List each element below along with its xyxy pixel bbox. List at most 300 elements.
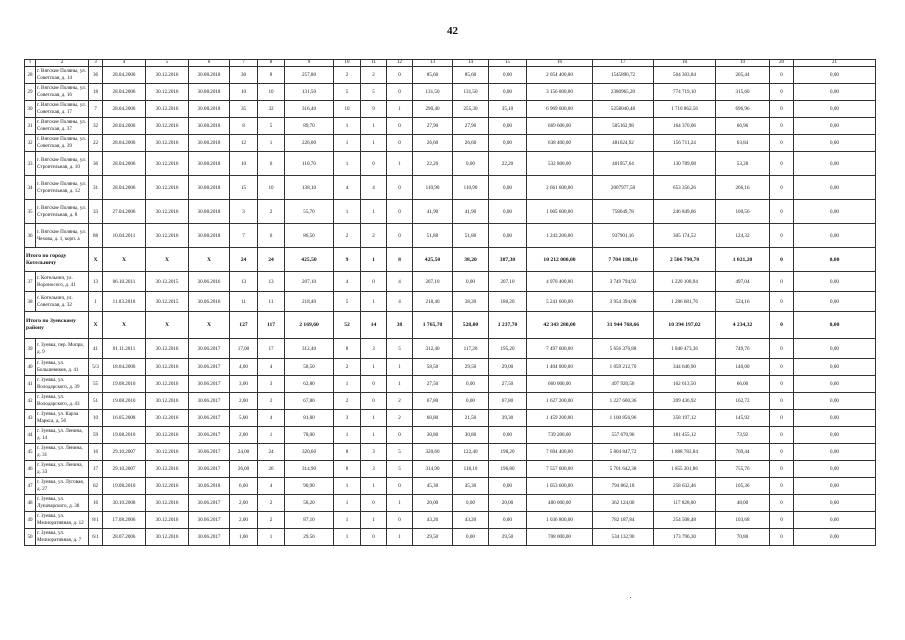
table-cell: 6/1 (89, 529, 103, 546)
table-cell: 41,90 (453, 200, 489, 224)
table-cell: 162 013,50 (654, 376, 716, 393)
row-number-cell: 38 (25, 292, 36, 312)
table-cell: 0 (387, 118, 413, 135)
table-cell: 156 711,24 (654, 135, 716, 152)
table-cell: 0,00 (489, 478, 527, 495)
not-applicable-mark: X (103, 248, 146, 272)
table-row (25, 224, 876, 248)
table-cell: 8 (258, 67, 285, 84)
table-cell: 28.04.2006 (103, 101, 146, 118)
table-cell: 218,40 (285, 292, 334, 312)
table-cell: 0,00 (794, 224, 876, 248)
table-cell: 696,96 (716, 101, 770, 118)
table-cell: 0 (770, 272, 794, 292)
table-cell: 164 370,06 (654, 118, 716, 135)
table-cell: 58,50 (413, 359, 453, 376)
table-cell: 16.05.2008 (103, 410, 146, 427)
subtotal-value: 0,00 (794, 312, 876, 339)
column-number: 9 (285, 60, 334, 67)
table-cell: 5 804 847,72 (593, 444, 654, 461)
table-cell: 2 (387, 393, 413, 410)
not-applicable-mark: X (189, 312, 230, 339)
table-cell: 1 (361, 200, 387, 224)
row-number-cell: 32 (25, 135, 36, 152)
table-cell: 17 (89, 461, 103, 478)
table-cell: 30.12.2016 (146, 224, 189, 248)
table-cell: 0 (770, 339, 794, 359)
table-cell: 497,04 (716, 272, 770, 292)
subtotal-label: Итого по городу Котельничу (25, 248, 89, 272)
table-cell: 1 840 473,36 (654, 339, 716, 359)
table-cell: 2 (361, 67, 387, 84)
table-cell: 1 (258, 135, 285, 152)
column-number: 19 (716, 60, 770, 67)
table-cell: 4 (258, 410, 285, 427)
table-cell: 1 (258, 529, 285, 546)
address-cell: г. Зуевка, ул. Ленина, д. 31 (36, 444, 89, 461)
table-cell: 17.08.2006 (103, 512, 146, 529)
table-cell: 30.12.2016 (146, 512, 189, 529)
row-number-cell: 31 (25, 118, 36, 135)
table-cell: 63,84 (716, 135, 770, 152)
table-cell: 10 (230, 84, 258, 101)
table-cell: 13 (258, 272, 285, 292)
table-cell: 20,00 (413, 495, 453, 512)
table-cell: 669 600,00 (527, 118, 593, 135)
table-cell: 48,00 (716, 495, 770, 512)
table-cell: 7 497 600,00 (527, 339, 593, 359)
table-cell: 769,44 (716, 444, 770, 461)
table-cell: 0 (770, 152, 794, 176)
table-cell: 31 (89, 176, 103, 200)
table-cell: 70,80 (716, 529, 770, 546)
address-cell: г. Котельнич, ул. Советская, д. 32 (36, 292, 89, 312)
table-cell: 1 (334, 495, 361, 512)
column-number-row (25, 60, 876, 67)
table-cell: 0 (770, 359, 794, 376)
table-cell: 320,60 (413, 444, 453, 461)
table-cell: 399 436,92 (654, 393, 716, 410)
table-cell: 3,00 (230, 376, 258, 393)
table-cell: 7 694 400,00 (527, 444, 593, 461)
subtotal-row (25, 312, 876, 339)
table-cell: 5 (387, 461, 413, 478)
table-cell: 1 (334, 427, 361, 444)
table-cell: 30,80 (413, 427, 453, 444)
table-cell: 0 (361, 272, 387, 292)
subtotal-value: 24 (258, 248, 285, 272)
table-cell: 0 (387, 224, 413, 248)
table-cell: 1 (334, 512, 361, 529)
table-cell: 87,10 (285, 512, 334, 529)
table-cell: 0 (770, 427, 794, 444)
address-cell: г. Зуевка, ул. Большевиков, д. 41 (36, 359, 89, 376)
table-cell: 30.06.2017 (189, 461, 230, 478)
address-cell: г. Зуевка, ул. Карла Маркса, д. 56 (36, 410, 89, 427)
subtotal-row (25, 248, 876, 272)
row-number-cell: 30 (25, 101, 36, 118)
table-cell: 29,50 (453, 359, 489, 376)
table-cell: 138,10 (285, 176, 334, 200)
table-cell: 0,00 (794, 135, 876, 152)
subtotal-value: 31 944 768,66 (593, 312, 654, 339)
address-cell: г. Вятские Поляны, ул. Советская, д. 39 (36, 135, 89, 152)
table-cell: 30.08.2018 (189, 101, 230, 118)
table-row (25, 376, 876, 393)
address-cell: г. Зуевка, ул. Мелиоративная, д. 12 (36, 512, 89, 529)
table-cell: 1 243 200,00 (527, 224, 593, 248)
table-cell: 3 749 794,92 (593, 272, 654, 292)
address-cell: г. Вятские Поляны, ул. Строительная, д. 12 (36, 176, 89, 200)
row-number-cell: 45 (25, 444, 36, 461)
housing-registry-table (24, 59, 876, 546)
table-cell: 30.08.2018 (189, 224, 230, 248)
table-cell: 162,72 (716, 393, 770, 410)
table-cell: 124,32 (716, 224, 770, 248)
table-row (25, 512, 876, 529)
table-cell: 312,40 (285, 339, 334, 359)
table-cell: 557 670,96 (593, 427, 654, 444)
table-row (25, 200, 876, 224)
table-cell: 0 (770, 224, 794, 248)
table-cell: 58,20 (285, 495, 334, 512)
row-number-cell: 29 (25, 84, 36, 101)
table-cell: 774 719,10 (654, 84, 716, 101)
table-cell: 246 849,66 (654, 200, 716, 224)
table-cell: 19.08.2010 (103, 478, 146, 495)
table-cell: 534 132,90 (593, 529, 654, 546)
table-cell: 30.12.2016 (146, 393, 189, 410)
table-cell: 26,60 (453, 135, 489, 152)
table-cell: 5 (334, 292, 361, 312)
row-number-cell: 36 (25, 224, 36, 248)
table-cell: 30.06.2017 (189, 427, 230, 444)
subtotal-value: 38 (387, 312, 413, 339)
table-cell: 4 (361, 176, 387, 200)
column-number: 10 (334, 60, 361, 67)
table-cell: 180,20 (489, 292, 527, 312)
table-cell: 0,00 (794, 176, 876, 200)
table-cell: 0,00 (489, 200, 527, 224)
table-cell: 36 (89, 152, 103, 176)
table-cell: 103,68 (716, 512, 770, 529)
table-cell: 290,40 (413, 101, 453, 118)
table-cell: 0 (387, 135, 413, 152)
table-cell: 12 (230, 135, 258, 152)
row-number-cell: 49 (25, 512, 36, 529)
table-cell: 0 (361, 152, 387, 176)
table-cell: 5 (361, 84, 387, 101)
table-cell: 0 (387, 67, 413, 84)
not-applicable-mark: X (89, 248, 103, 272)
table-cell: 207,10 (489, 272, 527, 292)
table-cell: 524,16 (716, 292, 770, 312)
row-number-cell: 34 (25, 176, 36, 200)
table-cell: 86,50 (285, 224, 334, 248)
table-cell: 6 (258, 224, 285, 248)
table-cell: 118,10 (453, 461, 489, 478)
table-cell: 0,00 (794, 529, 876, 546)
table-cell: 5 (258, 118, 285, 135)
table-cell: 0 (361, 529, 387, 546)
table-cell: 207,10 (285, 272, 334, 292)
table-cell: 0,00 (794, 67, 876, 84)
table-cell: 2,00 (230, 427, 258, 444)
subtotal-value: 2 506 790,70 (654, 248, 716, 272)
table-cell: 19.08.2010 (103, 376, 146, 393)
table-cell: 30.06.2017 (189, 512, 230, 529)
table-cell: 3 (361, 461, 387, 478)
table-cell: 90,90 (285, 478, 334, 495)
subtotal-value: 4 234,32 (716, 312, 770, 339)
column-number: 3 (89, 60, 103, 67)
table-cell: 55 (89, 376, 103, 393)
table-cell: 35 (230, 101, 258, 118)
table-cell: 638 400,00 (527, 135, 593, 152)
table-cell: 30.08.2018 (189, 118, 230, 135)
subtotal-value: 127 (230, 312, 258, 339)
table-cell: 207,10 (413, 272, 453, 292)
table-cell: 497 920,50 (593, 376, 654, 393)
subtotal-value: 52 (334, 312, 361, 339)
table-cell: 0,00 (794, 478, 876, 495)
table-cell: 110,70 (285, 152, 334, 176)
table-cell: 20,00 (489, 495, 527, 512)
table-row (25, 67, 876, 84)
table-cell: 11 (258, 292, 285, 312)
address-cell: г. Зуевка, ул. Луначарского, д. 38 (36, 495, 89, 512)
table-row (25, 101, 876, 118)
table-cell: 266,16 (716, 176, 770, 200)
table-cell: 17 (258, 339, 285, 359)
table-cell: 0 (770, 135, 794, 152)
table-cell: 28.04.2006 (103, 176, 146, 200)
table-cell: 0 (770, 200, 794, 224)
table-cell: 88 (89, 224, 103, 248)
table-cell: 30.12.2016 (146, 135, 189, 152)
table-cell: 5 (334, 84, 361, 101)
table-cell: 794 862,18 (593, 478, 654, 495)
table-cell: 0 (770, 495, 794, 512)
subtotal-value: 9 (334, 248, 361, 272)
table-row (25, 393, 876, 410)
table-cell: 26,60 (413, 135, 453, 152)
table-cell: 0,00 (794, 152, 876, 176)
table-cell: 1 404 000,00 (527, 359, 593, 376)
table-cell: 110,90 (413, 176, 453, 200)
table-cell: 0,00 (794, 393, 876, 410)
table-cell: 131,50 (453, 84, 489, 101)
table-cell: 181 455,12 (654, 427, 716, 444)
row-number-cell: 33 (25, 152, 36, 176)
subtotal-value: 14 (361, 312, 387, 339)
column-number: 20 (770, 60, 794, 67)
table-cell: 0,00 (794, 101, 876, 118)
table-cell: 117,20 (453, 339, 489, 359)
column-number: 5 (146, 60, 189, 67)
table-cell: 19.08.2010 (103, 427, 146, 444)
table-cell: 0 (770, 529, 794, 546)
row-number-cell: 35 (25, 200, 36, 224)
table-cell: 51,80 (413, 224, 453, 248)
table-cell: 660 000,00 (527, 376, 593, 393)
table-cell: 30.08.2018 (189, 135, 230, 152)
row-number-cell: 37 (25, 272, 36, 292)
scan-speck (630, 597, 631, 598)
table-cell: 2 (334, 359, 361, 376)
table-row (25, 359, 876, 376)
table-cell: 1 (334, 478, 361, 495)
table-cell: 30.06.2017 (189, 359, 230, 376)
table-cell: 1 (361, 359, 387, 376)
column-number: 2 (36, 60, 89, 67)
table-cell: 0,00 (794, 272, 876, 292)
table-cell: 2 (334, 393, 361, 410)
table-cell: 0 (387, 200, 413, 224)
table-cell: 01.11.2011 (103, 339, 146, 359)
table-cell: 30.12.2016 (146, 101, 189, 118)
table-cell: 28.04.2006 (103, 152, 146, 176)
table-cell: 0 (770, 176, 794, 200)
table-cell: 33 (89, 200, 103, 224)
table-cell: 0 (770, 410, 794, 427)
table-cell: 205,44 (716, 67, 770, 84)
table-cell: 81,00 (285, 410, 334, 427)
table-row (25, 272, 876, 292)
table-cell: 43,20 (453, 512, 489, 529)
table-cell: 782 187,84 (593, 512, 654, 529)
table-cell: 312,40 (413, 339, 453, 359)
table-cell: 51 (89, 393, 103, 410)
table-cell: 1 (89, 292, 103, 312)
table-cell: 15 (230, 176, 258, 200)
table-cell: 6 (258, 152, 285, 176)
table-cell: 937901,16 (593, 224, 654, 248)
table-cell: 30.12.2016 (146, 376, 189, 393)
table-cell: 2 054 400,00 (527, 67, 593, 84)
table-cell: 27,90 (453, 118, 489, 135)
column-number: 21 (794, 60, 876, 67)
subtotal-value: 38,20 (453, 248, 489, 272)
table-cell: 30.12.2016 (146, 410, 189, 427)
table-cell: 0,00 (489, 135, 527, 152)
row-number-cell: 47 (25, 478, 36, 495)
table-cell: 0 (770, 478, 794, 495)
table-cell: 30 (230, 67, 258, 84)
table-cell: 0 (387, 478, 413, 495)
table-cell: 0,00 (794, 359, 876, 376)
column-number: 4 (103, 60, 146, 67)
table-cell: 30.08.2018 (189, 200, 230, 224)
table-cell: 29,00 (489, 359, 527, 376)
table-cell: 2380965,20 (593, 84, 654, 101)
table-cell: 0,00 (794, 427, 876, 444)
table-cell: 0 (770, 512, 794, 529)
table-cell: 1 (387, 529, 413, 546)
subtotal-value: 24 (230, 248, 258, 272)
table-cell: 1 (361, 512, 387, 529)
table-cell: 358 197,12 (654, 410, 716, 427)
table-cell: 0 (770, 118, 794, 135)
table-cell: 0,00 (453, 393, 489, 410)
table-cell: 2 (258, 512, 285, 529)
column-number: 13 (413, 60, 453, 67)
subtotal-value: 387,30 (489, 248, 527, 272)
table-cell: 28.04.2006 (103, 135, 146, 152)
table-row (25, 135, 876, 152)
table-cell: 85,60 (413, 67, 453, 84)
table-cell: 27.04.2006 (103, 200, 146, 224)
table-cell: 254 508,48 (654, 512, 716, 529)
table-cell: 131,50 (413, 84, 453, 101)
table-cell: 16 (89, 495, 103, 512)
table-row (25, 84, 876, 101)
table-cell: 4 (334, 176, 361, 200)
table-row (25, 529, 876, 546)
table-cell: 0 (770, 393, 794, 410)
table-row (25, 478, 876, 495)
table-cell: 38,20 (453, 292, 489, 312)
table-cell: 36 (89, 67, 103, 84)
table-cell: 30.06.2017 (189, 529, 230, 546)
not-applicable-mark: X (189, 248, 230, 272)
address-cell: г. Вятские Поляны, ул. Советская, д. 17 (36, 101, 89, 118)
table-cell: 0,00 (794, 292, 876, 312)
table-cell: 58,50 (285, 359, 334, 376)
row-number-cell: 42 (25, 393, 36, 410)
table-cell: 22 (89, 135, 103, 152)
table-cell: 401957,64 (593, 152, 654, 176)
table-cell: 66,96 (716, 118, 770, 135)
table-cell: 3 (258, 376, 285, 393)
not-applicable-mark: X (103, 312, 146, 339)
table-cell: 2 (387, 410, 413, 427)
table-cell: 9 (361, 101, 387, 118)
table-cell: 1 220 108,94 (654, 272, 716, 292)
table-cell: 30.06.2018 (189, 478, 230, 495)
table-cell: 257,80 (285, 67, 334, 84)
subtotal-value: 0 (770, 312, 794, 339)
table-cell: 0,00 (489, 176, 527, 200)
table-cell: 16 (89, 444, 103, 461)
table-cell: 1 (361, 118, 387, 135)
table-cell: 29,50 (413, 529, 453, 546)
table-cell: 314,90 (285, 461, 334, 478)
table-cell: 0,00 (794, 410, 876, 427)
table-cell: 2007977,58 (593, 176, 654, 200)
subtotal-value: 0 (770, 248, 794, 272)
table-cell: 7 (230, 224, 258, 248)
row-number-cell: 44 (25, 427, 36, 444)
table-cell: 30.12.2016 (146, 200, 189, 224)
table-cell: 0 (387, 512, 413, 529)
table-cell: 18.04.2006 (103, 359, 146, 376)
table-cell: 532 800,00 (527, 152, 593, 176)
table-cell: 1 005 600,00 (527, 200, 593, 224)
table-cell: 480 000,00 (527, 495, 593, 512)
subtotal-label: Итого по Зуевскому району (25, 312, 89, 339)
table-cell: 2 (258, 495, 285, 512)
table-row (25, 495, 876, 512)
subtotal-value: 1 237,70 (489, 312, 527, 339)
table-cell: 4,00 (230, 359, 258, 376)
subtotal-value: 7 704 188,10 (593, 248, 654, 272)
table-cell: 32 (258, 101, 285, 118)
table-cell: 55,70 (285, 200, 334, 224)
table-cell: 505162,98 (593, 118, 654, 135)
table-cell: 255,30 (453, 101, 489, 118)
table-cell: 0 (387, 176, 413, 200)
